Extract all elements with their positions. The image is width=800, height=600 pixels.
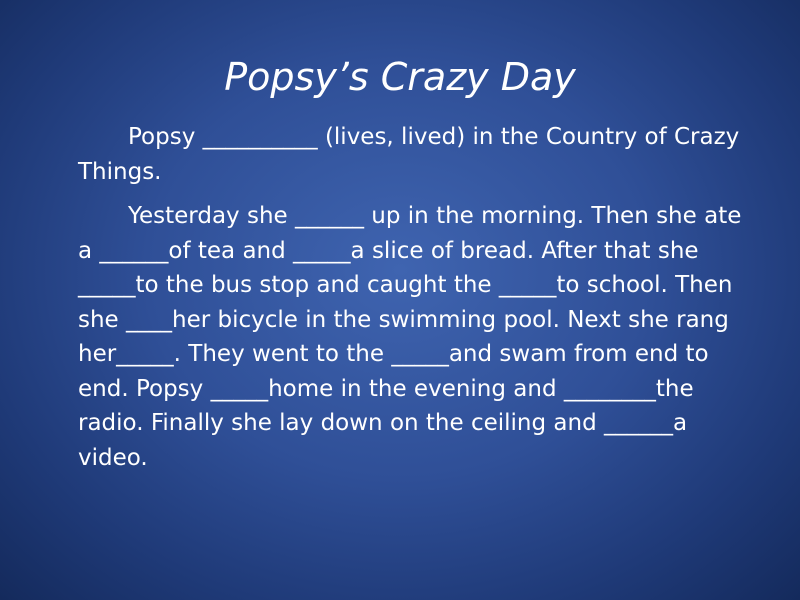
slide-title: Popsy’s Crazy Day xyxy=(224,55,576,99)
slide-body xyxy=(78,120,746,475)
paragraph-intro: Popsy __________ (lives, lived) in the Country of Crazy Things. xyxy=(78,124,740,185)
paragraph-story: Yesterday she ______ up in the morning. Then she ate a ______of tea and _____a slice of bread. After that she _____to the bus stop and caught the _____to school. Then she ____her bicycle in the swimming pool. Next she rang her_____. They went to the _____and swam from end to end. Popsy _____home in the evening and ________the radio. Finally she lay down on the ceiling and ______a video. xyxy=(78,203,742,471)
